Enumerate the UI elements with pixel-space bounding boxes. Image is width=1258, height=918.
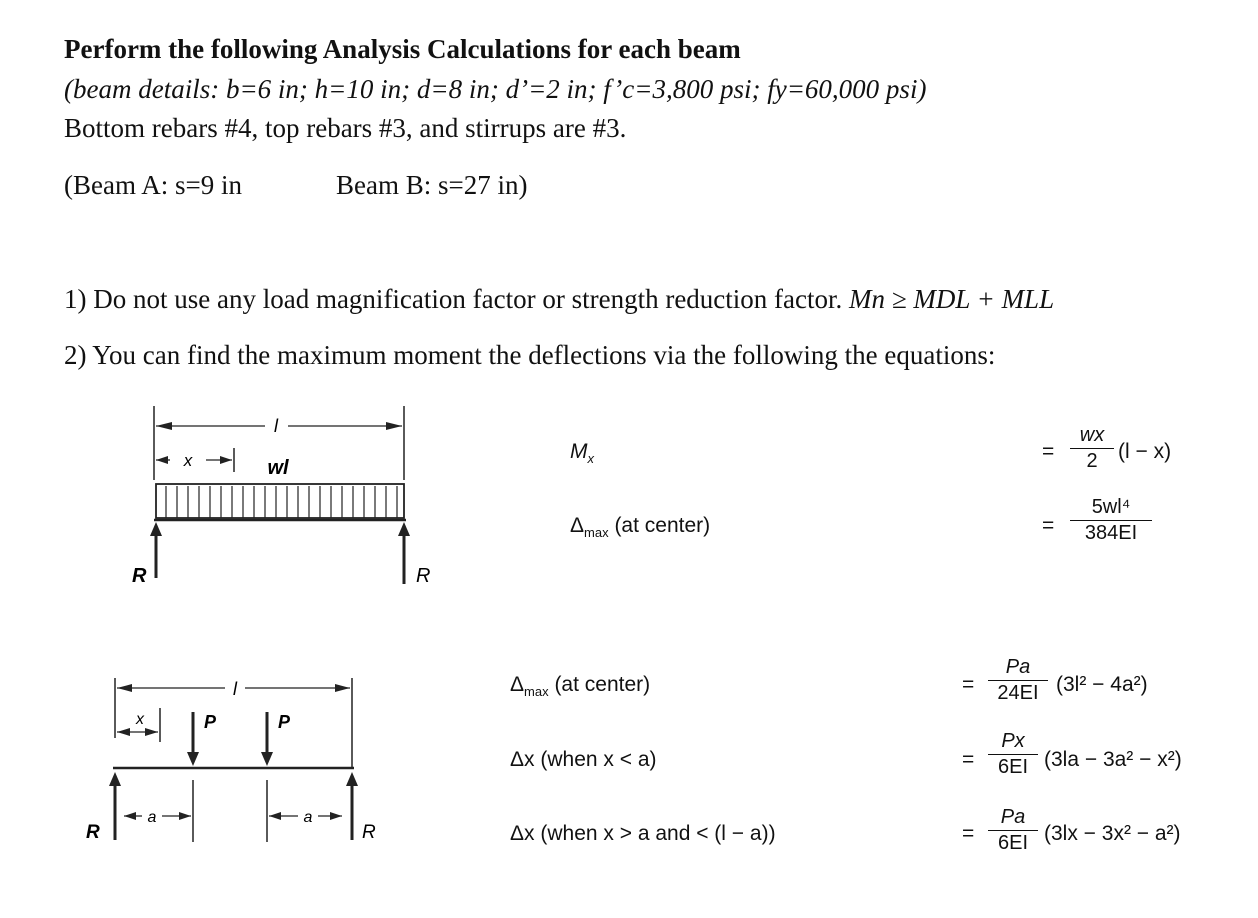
uniform-load-beam-diagram [110,400,440,590]
page-title: Perform the following Analysis Calculations for each beam [64,34,741,64]
deflection-x-fraction-1 [988,730,1038,779]
deflection-numerator-2: Pa [988,656,1048,681]
deflection-max-label-1: $\Delta_{max}$ (at center) [570,514,711,541]
deflection-x-numerator-1: Px [988,730,1038,755]
rebar-description: Bottom rebars #4, top rebars #3, and stirrups are #3. [64,113,627,143]
deflection-equals-1: = [1042,514,1055,537]
beam-b-spacing: Beam B: s=27 in) [336,170,528,200]
x-arrow-right [220,456,232,464]
distributed-load-hatching [166,486,397,518]
a-right-label: a [303,809,313,826]
reaction-right-head [346,772,358,786]
load-label: wl [267,457,289,479]
moment-tail: (l − x) [1118,440,1172,463]
deflection-x-tail-1: (3la − 3a² − x²) [1044,748,1182,771]
a-right-arrow-1 [269,812,281,820]
deflection-x-denominator-1: 6EI [997,756,1029,778]
load2-label: P [278,712,291,732]
deflection-numerator-1: 5wl⁴ [1070,496,1152,521]
deflection-x-label-1: Δx (when x < a) [510,748,657,771]
a-left-label: a [147,809,157,826]
deflection-fraction-1 [1070,496,1152,545]
load1-label: P [204,712,217,732]
moment-label: $M_x$ [570,440,594,467]
a-left-arrow-2 [179,812,191,820]
deflection-tail-2: (3l² − 4a²) [1056,673,1148,696]
span-arrow-right [386,422,402,430]
instruction-2: 2) You can find the maximum moment the deflections via the following the equations: [64,340,996,370]
deflection-equals-2: = [962,673,975,696]
load2-head [261,752,273,766]
moment-fraction [1070,424,1114,473]
x-arrow-left [117,728,130,736]
deflection-denominator-2: 24EI [997,682,1039,704]
reaction-left-label: R [86,822,100,843]
reaction-left-label: R [132,565,147,587]
beam-a-spacing: (Beam A: s=9 in [64,170,242,200]
deflection-max-label-2: $\Delta_{max}$ (at center) [510,673,651,700]
deflection-fraction-2 [988,656,1048,705]
x-arrow-right [145,728,158,736]
reaction-right-head [398,522,410,536]
reaction-right-label: R [416,565,431,587]
beam-details: (beam details: b=6 in; h=10 in; d=8 in; d’=2 in; f’c=3,800 psi; fy=60,000 psi) [64,74,927,104]
deflection-x-denominator-2: 6EI [997,832,1029,854]
point-load-beam-diagram [80,668,410,848]
span-arrow-right [335,684,350,692]
instruction-1-text: 1) Do not use any load magnification factor or strength reduction factor. [64,284,843,314]
span-label: l [274,416,278,436]
reaction-left-head [150,522,162,536]
deflection-x-fraction-2 [988,806,1038,855]
distributed-load-block [156,484,404,518]
span-arrow-left [117,684,132,692]
instruction-1-math: Mn ≥ MDL + MLL [849,284,1055,314]
moment-equals: = [1042,440,1055,463]
span-arrow-left [156,422,172,430]
reaction-left-head [109,772,121,786]
load1-head [187,752,199,766]
x-label: x [183,451,193,470]
reaction-right-label: R [362,822,376,843]
x-label: x [136,711,144,728]
span-label: l [233,679,237,699]
deflection-x-tail-2: (3lx − 3x² − a²) [1044,822,1181,845]
deflection-x-equals-2: = [962,822,975,845]
a-right-arrow-2 [330,812,342,820]
a-left-arrow-1 [124,812,136,820]
moment-denominator: 2 [1086,450,1098,472]
deflection-x-numerator-2: Pa [988,806,1038,831]
deflection-x-equals-1: = [962,748,975,771]
instruction-1 [64,284,1054,315]
deflection-denominator-1: 384EI [1084,522,1138,544]
deflection-x-label-2: Δx (when x > a and < (l − a)) [510,822,776,845]
moment-numerator: wx [1070,424,1114,449]
x-arrow-left [156,456,168,464]
